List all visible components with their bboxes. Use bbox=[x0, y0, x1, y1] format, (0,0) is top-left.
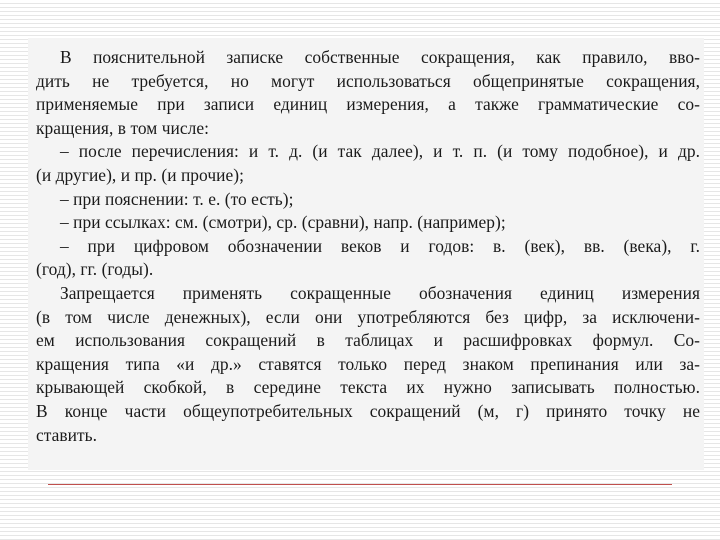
text-line: – после перечисления: и т. д. (и так далее), и т. п. (и тому подобное), и др. bbox=[60, 141, 700, 162]
text-line: крывающей скобкой, в середине текста их нужно записывать полностью. bbox=[36, 377, 700, 398]
document-text bbox=[36, 46, 700, 447]
divider-line bbox=[48, 484, 672, 485]
text-line: – при пояснении: т. е. (то есть); bbox=[60, 188, 294, 209]
text-line: дить не требуется, но могут использоваться общепринятые сокращения, bbox=[36, 70, 700, 91]
text-line: кращения, в том числе: bbox=[36, 117, 210, 138]
text-line: В пояснительной записке собственные сокращения, как правило, вво- bbox=[60, 47, 700, 67]
text-line: – при ссылках: см. (смотри), ср. (сравни), напр. (например); bbox=[60, 212, 506, 233]
text-line: применяемые при записи единиц измерения, а также грамматические со- bbox=[36, 94, 700, 115]
text-line: ем использования сокращений в таблицах и расшифровках формул. Со- bbox=[36, 330, 700, 351]
text-line: (в том числе денежных), если они употребляются без цифр, за исключени- bbox=[36, 306, 700, 327]
document-panel bbox=[28, 38, 704, 470]
text-line: – при цифровом обозначении веков и годов: в. (век), вв. (века), г. bbox=[60, 235, 700, 256]
text-line: ставить. bbox=[36, 424, 98, 445]
text-line: кращения типа «и др.» ставятся только перед знаком препинания или за- bbox=[36, 353, 700, 374]
text-line: (и другие), и пр. (и прочие); bbox=[36, 164, 244, 185]
text-line: (год), гг. (годы). bbox=[36, 259, 154, 280]
text-line: В конце части общеупотребительных сокращений (м, г) принято точку не bbox=[36, 400, 700, 421]
text-line: Запрещается применять сокращенные обозначения единиц измерения bbox=[60, 282, 700, 303]
